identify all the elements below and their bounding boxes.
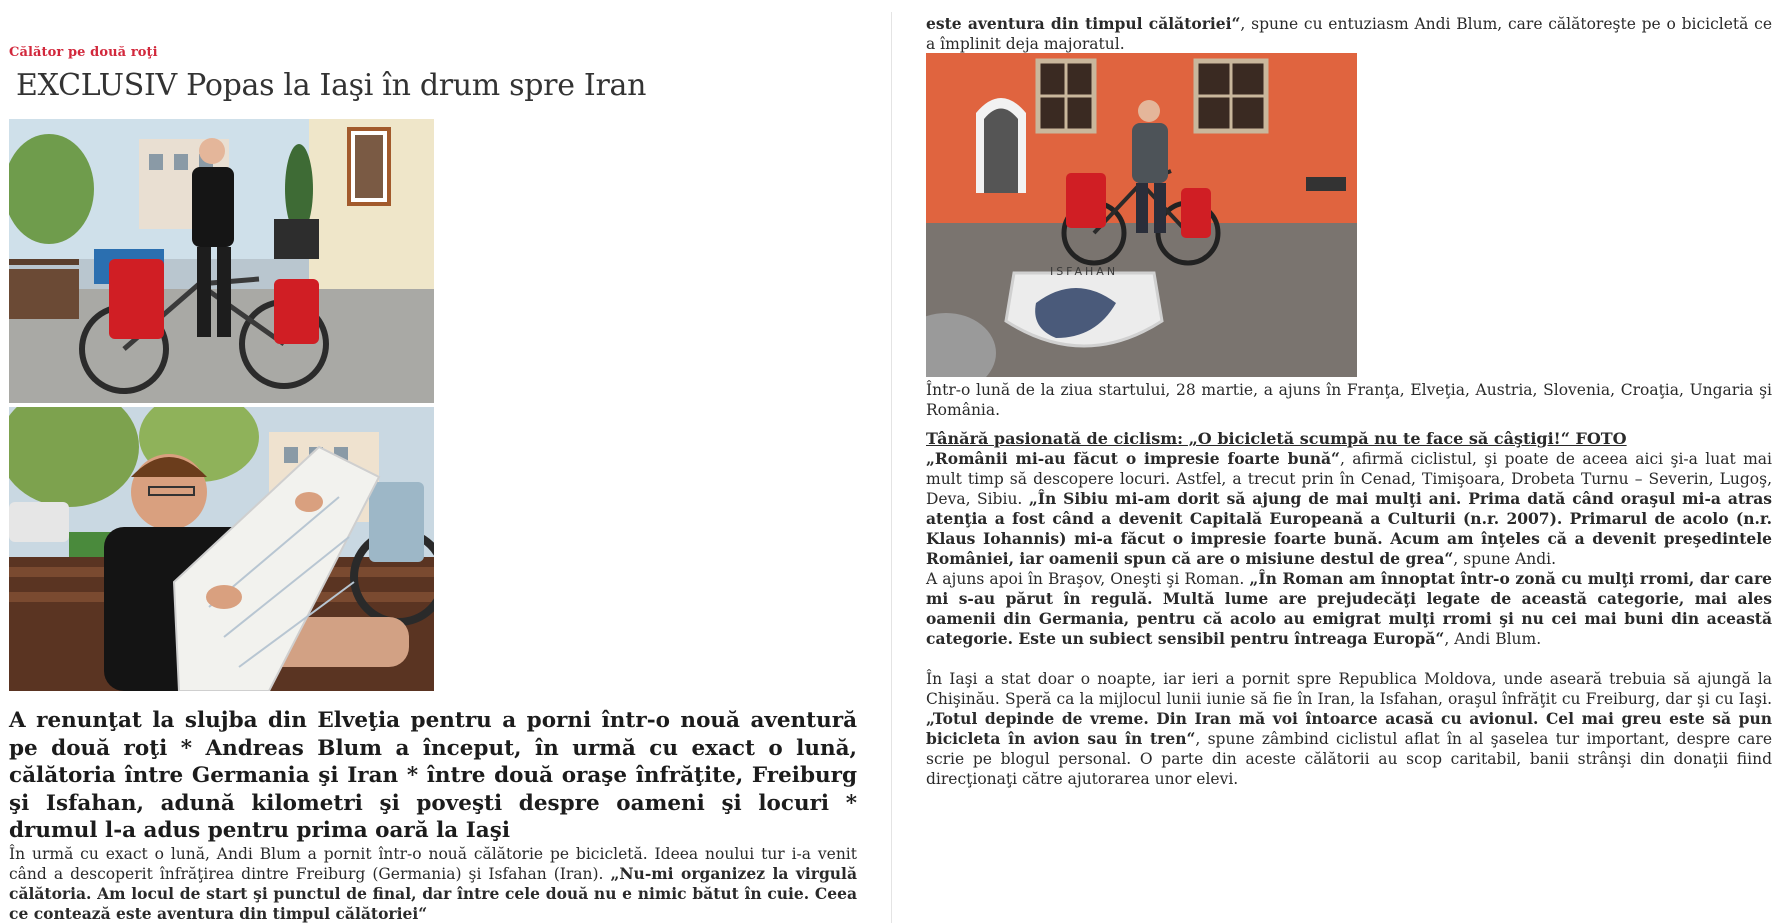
p2-text: , afirmă ciclistul, şi poate de aceea aici şi-a luat mai mult timp să descopere locuri. Astfel, a trecut prin în Cenad, Timişoara, Drobeta Turnu – Severin, Lugoş, Deva, Sibiu. xyxy=(926,450,1772,508)
p4-tail: , spune zâmbind ciclistul aflat în al şaselea tur important, despre care scrie pe blogul personal. O parte din aceste călătorii au scop caritabil, banii strânşi din donaţii fiind direcţionaţi către ajutorarea unor elevi. xyxy=(926,730,1772,788)
p4-quote: „Totul depinde de vreme. Din Iran mă voi întoarce acasă cu avionul. Cel mai greu este să pun bicicleta în avion sau în tren“ xyxy=(926,709,1772,748)
p2-tail: , spune Andi. xyxy=(1453,550,1557,568)
p3-text: A ajuns apoi în Braşov, Oneşti şi Roman. xyxy=(926,570,1250,588)
article-headline: EXCLUSIV Popas la Iaşi în drum spre Iran xyxy=(16,68,647,103)
column-divider xyxy=(891,12,892,923)
related-article-link[interactable]: Tânără pasionată de ciclism: „O bicicletă scumpă nu te face să câştigi!“ FOTO xyxy=(926,429,1627,448)
p4-text: În Iaşi a stat doar o noapte, iar ieri a pornit spre Republica Moldova, unde aseară trebuia să ajungă la Chişinău. Speră ca la mijlocul lunii iunie să fie în Iran, la Isfahan, oraşul înfrăţit cu Freiburg, dar şi cu Iaşi. xyxy=(926,670,1772,708)
p3-tail: , Andi Blum. xyxy=(1444,630,1542,648)
intro-continuation xyxy=(926,14,1772,54)
intro-text: În urmă cu exact o lună, Andi Blum a pornit într-o nouă călătorie pe bicicletă. Ideea noului tur i-a venit când a descoperit înfrăţirea dintre Freiburg (Germania) şi Isfahan (Iran). xyxy=(9,845,857,883)
intro-quote-end: este aventura din timpul călătoriei“ xyxy=(926,14,1241,33)
article-kicker[interactable]: Călător pe două roţi xyxy=(9,45,158,60)
mosaic-label: ISFAHAN xyxy=(1049,265,1119,278)
article-intro xyxy=(9,844,857,924)
p2-quote1: „Românii mi-au făcut o impresie foarte bună“ xyxy=(926,449,1340,468)
p3-quote: „În Roman am înnoptat într-o zonă cu mulţi rromi, dar care mi s-au părut în regulă. Multă lume are prejudecăţi legate de această categorie, mai ales oamenii din Germania, pentru că acolo au emigrat mulţi rromi şi nu cei mai buni din această categorie. Este un subiect sensibil pentru întreaga Europă“ xyxy=(926,569,1772,648)
intro-tail: , spune cu entuziasm Andi Blum, care călătoreşte pe o bicicletă ce a împlinit deja majoratul. xyxy=(926,15,1772,53)
paragraph-3 xyxy=(926,569,1772,649)
paragraph-4 xyxy=(926,669,1772,789)
photo-isfahan-mosaic xyxy=(926,53,1357,377)
photo3-text: Într-o lună de la ziua startului, 28 martie, a ajuns în Franţa, Elveţia, Austria, Slovenia, Croaţia, Ungaria şi România. xyxy=(926,381,1772,419)
article-lead: A renunţat la slujba din Elveţia pentru a porni într-o nouă aventură pe două roţi * Andreas Blum a început, în urmă cu exact o lună, călătoria între Germania şi Iran * între două oraşe înfrăţite, Freiburg şi Isfahan, adună kilometri şi poveşti despre oameni şi locuri * drumul l-a adus pentru prima oară la Iaşi xyxy=(9,708,857,843)
p2-quote2: „În Sibiu mi-am dorit să ajung de mai mulţi ani. Prima dată când oraşul mi-a atras atenţia a fost când a devenit Capitală Europeană a Culturii (n.r. 2007). Primarul de acolo (n.r. Klaus Iohannis) mi-a făcut o impresie foarte bună. Acum am înţeles că a devenit preşedintele României, iar oamenii spun că are o misiune destul de grea“ xyxy=(926,489,1772,568)
paragraph-2 xyxy=(926,449,1772,569)
photo-cyclist-standing xyxy=(9,119,434,403)
intro-quote: „Nu-mi organizez la virgulă călătoria. Am locul de start şi punctul de final, dar între cele două nu e nimic bătut în cuie. Ceea ce contează este aventura din timpul călătoriei“ xyxy=(9,864,857,923)
photo-cyclist-reading-map xyxy=(9,407,434,691)
